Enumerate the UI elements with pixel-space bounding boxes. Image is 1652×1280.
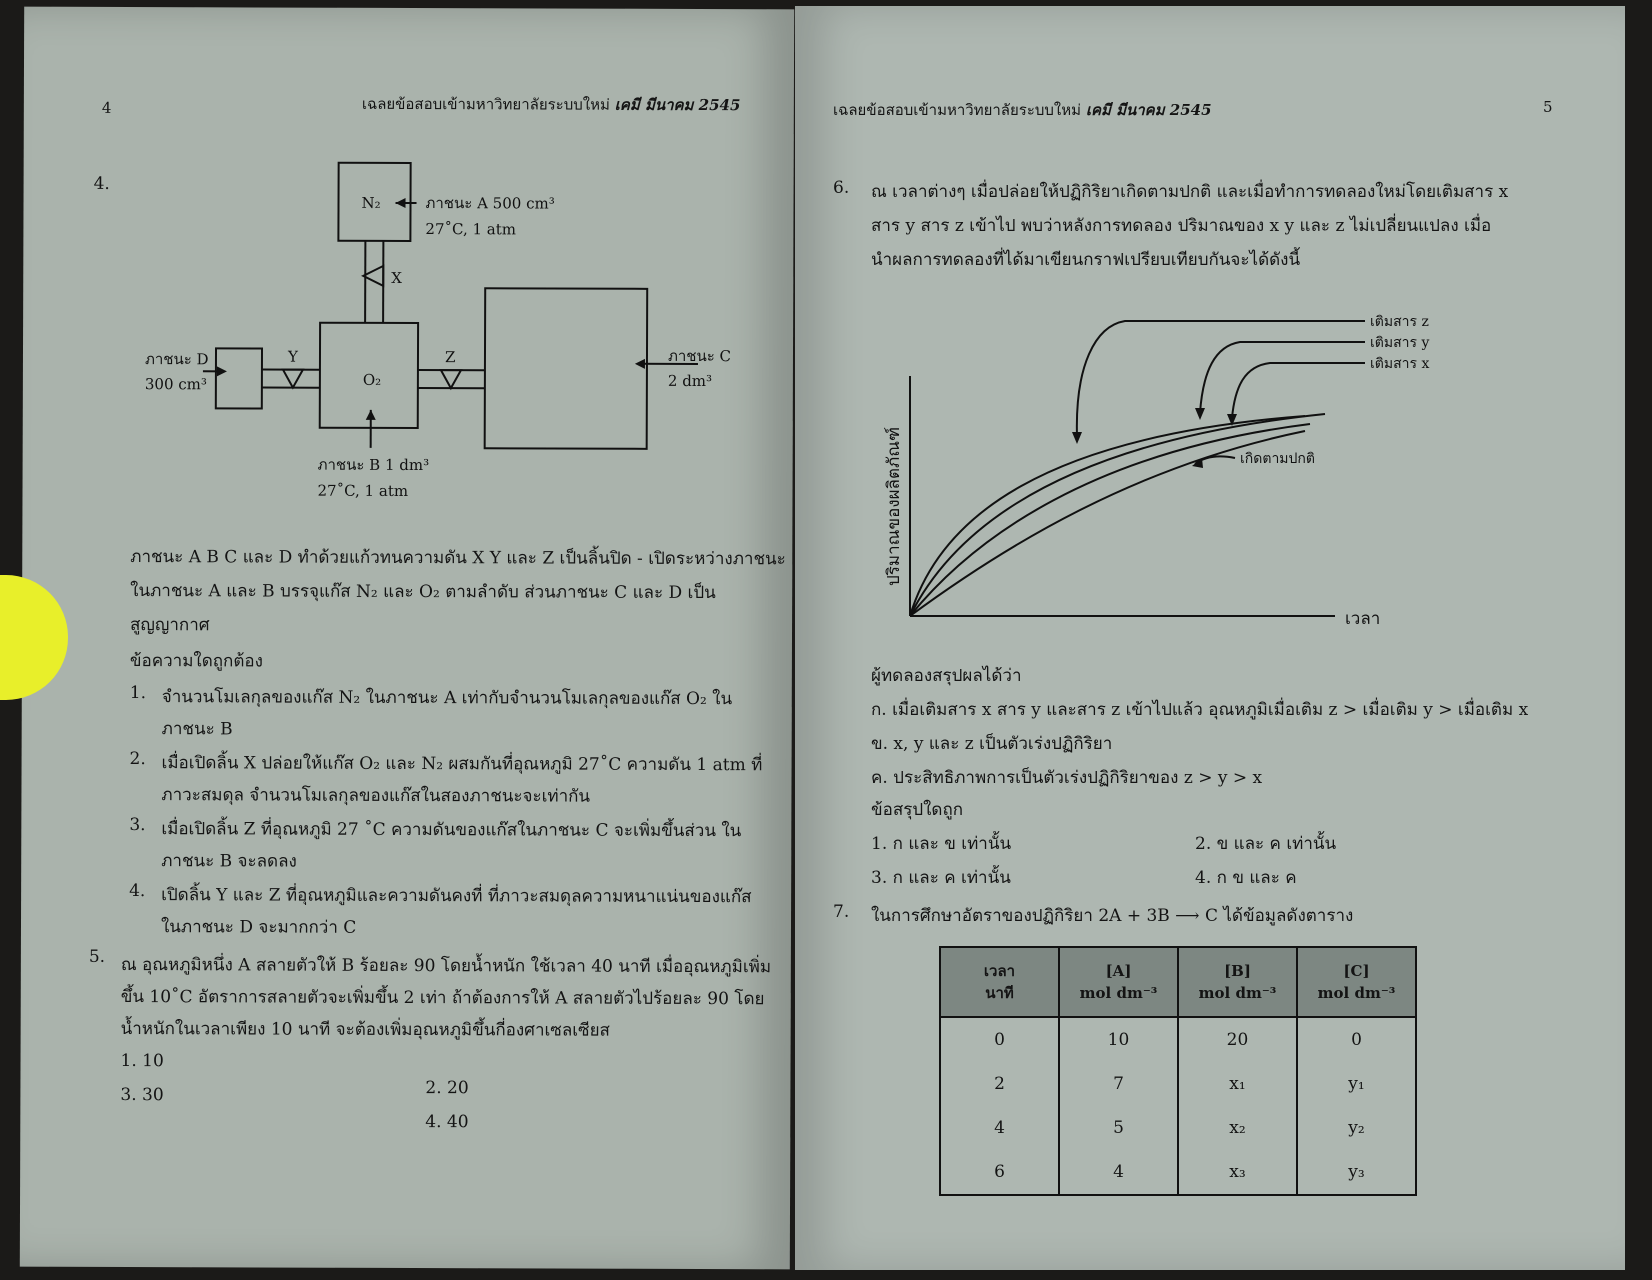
q6-statement-kha: ข. x, y และ z เป็นตัวเร่งปฏิกิริยา bbox=[871, 734, 1113, 754]
right-page bbox=[795, 6, 1625, 1270]
q4-choice2-line2: ภาวะสมดุล จำนวนโมเลกุลของแก๊สในสองภาชนะจะเท่ากัน bbox=[161, 785, 591, 807]
table-header-cell bbox=[1178, 947, 1297, 1017]
q6-line3: นำผลการทดลองที่ได้มาเขียนกราฟเปรียบเทียบกันจะได้ดังนี้ bbox=[871, 250, 1301, 270]
table-cell: 5 bbox=[1059, 1106, 1178, 1150]
q5-line1: ณ อุณหภูมิหนึ่ง A สลายตัวให้ B ร้อยละ 90 โดยน้ำหนัก ใช้เวลา 40 นาที เมื่ออุณหภูมิเพิ่ม bbox=[120, 955, 772, 978]
x-axis-label: เวลา bbox=[1345, 609, 1381, 626]
q5-line2: ขึ้น 10˚C อัตราการสลายตัวจะเพิ่มขึ้น 2 เท่า ถ้าต้องการให้ A สลายตัวไปร้อยละ 90 โดย bbox=[120, 987, 765, 1010]
valve-x-label: X bbox=[391, 268, 402, 287]
vessel-d-volume: 300 cm³ bbox=[144, 375, 207, 394]
choice-number: 1. bbox=[129, 683, 147, 704]
vessel-d-label: ภาชนะ D bbox=[144, 350, 209, 369]
question-number: 7. bbox=[833, 902, 850, 922]
table-row bbox=[940, 1150, 1416, 1195]
question-number: 4. bbox=[93, 173, 110, 194]
q6-choice1: 1. ก และ ข เท่านั้น bbox=[871, 834, 1012, 854]
table-cell: 7 bbox=[1059, 1062, 1178, 1106]
q6-line1: ณ เวลาต่างๆ เมื่อปล่อยให้ปฏิกิริยาเกิดตามปกติ และเมื่อทำการทดลองใหม่โดยเติมสาร x bbox=[871, 182, 1509, 202]
curve-label-normal: เกิดตามปกติ bbox=[1240, 451, 1315, 467]
q6-statement-ka: ก. เมื่อเติมสาร x สาร y และสาร z เข้าไปแล้ว อุณหภูมิเมื่อเติม z > เมื่อเติม y > เมื่อเติม x bbox=[871, 700, 1529, 720]
header-text: เฉลยข้อสอบเข้ามหาวิทยาลัยระบบใหม่ bbox=[361, 94, 610, 114]
left-page bbox=[20, 7, 794, 1270]
table-cell: 0 bbox=[940, 1017, 1059, 1062]
q4-choice4-line1: เปิดลิ้น Y และ Z ที่อุณหภูมิและความดันคงที่ ที่ภาวะสมดุลความหนาแน่นของแก๊ส bbox=[161, 885, 752, 908]
gas-vessel-diagram bbox=[132, 147, 753, 509]
valve-y-label: Y bbox=[287, 347, 298, 366]
q4-choice3-line2: ภาชนะ B จะลดลง bbox=[161, 851, 297, 872]
q6-statement-kho: ค. ประสิทธิภาพการเป็นตัวเร่งปฏิกิริยาของ z > y > x bbox=[871, 768, 1263, 788]
table-cell: y₃ bbox=[1297, 1150, 1416, 1195]
q6-choice3: 3. ก และ ค เท่านั้น bbox=[871, 868, 1011, 888]
table-cell: 0 bbox=[1297, 1017, 1416, 1062]
q6-prompt: ข้อสรุปใดถูก bbox=[871, 800, 964, 820]
curve-label-z: เติมสาร z bbox=[1370, 314, 1429, 330]
q4-prompt: ข้อความใดถูกต้อง bbox=[129, 651, 263, 672]
header-subject: เคมี มีนาคม 2545 bbox=[1085, 101, 1212, 119]
vessel-a-conditions: 27˚C, 1 atm bbox=[425, 220, 517, 239]
table-header-cell bbox=[1297, 947, 1416, 1017]
header-unit: นาที bbox=[985, 984, 1014, 1002]
reaction-graph bbox=[865, 286, 1565, 626]
header-label: [C] bbox=[1343, 962, 1370, 980]
header-label: [B] bbox=[1224, 962, 1251, 980]
q4-stem-line2: ในภาชนะ A และ B บรรจุแก๊ส N₂ และ O₂ ตามลำดับ ส่วนภาชนะ C และ D เป็น bbox=[130, 581, 716, 604]
header-label: [A] bbox=[1105, 962, 1132, 980]
vessel-c-label: ภาชนะ C bbox=[667, 346, 732, 366]
vessel-a-label: ภาชนะ A 500 cm³ bbox=[425, 194, 555, 213]
header-unit: mol dm⁻³ bbox=[1317, 984, 1396, 1002]
table-header-cell bbox=[940, 947, 1059, 1017]
table-cell: y₁ bbox=[1297, 1062, 1416, 1106]
table-row bbox=[940, 1062, 1416, 1106]
q5-choice2: 2. 20 bbox=[425, 1078, 469, 1099]
header-label: เวลา bbox=[983, 962, 1016, 980]
q5-choice3: 3. 30 bbox=[120, 1085, 164, 1106]
q6-line2: สาร y สาร z เข้าไป พบว่าหลังการทดลอง ปริมาณของ x y และ z ไม่เปลี่ยนแปลง เมื่อ bbox=[871, 216, 1492, 236]
q6-choice2: 2. ข และ ค เท่านั้น bbox=[1195, 834, 1337, 854]
table-cell: x₃ bbox=[1178, 1150, 1297, 1195]
running-header bbox=[833, 98, 1212, 122]
concentration-table bbox=[939, 946, 1417, 1196]
q4-choice1-line1: จำนวนโมเลกุลของแก๊ส N₂ ในภาชนะ A เท่ากับจำนวนโมเลกุลของแก๊ส O₂ ใน bbox=[161, 687, 733, 710]
table-cell: x₁ bbox=[1178, 1062, 1297, 1106]
vessel-b-label: ภาชนะ B 1 dm³ bbox=[317, 455, 430, 475]
q4-choice1-line2: ภาชนะ B bbox=[161, 719, 233, 740]
header-subject: เคมี มีนาคม 2545 bbox=[614, 95, 741, 115]
q5-choice1: 1. 10 bbox=[120, 1051, 164, 1072]
question-number: 6. bbox=[833, 178, 850, 198]
curve-label-x: เติมสาร x bbox=[1370, 356, 1430, 372]
table-cell: 2 bbox=[940, 1062, 1059, 1106]
y-axis-label: ปริมาณของผลิตภัณฑ์ bbox=[884, 426, 904, 586]
header-unit: mol dm⁻³ bbox=[1198, 984, 1277, 1002]
table-header-row bbox=[940, 947, 1416, 1017]
o2-label: O₂ bbox=[362, 370, 382, 389]
table-row bbox=[940, 1017, 1416, 1062]
running-header bbox=[362, 92, 741, 117]
table-header-cell bbox=[1059, 947, 1178, 1017]
q4-stem-line3: สูญญากาศ bbox=[130, 615, 210, 636]
q7-line1: ในการศึกษาอัตราของปฏิกิริยา 2A + 3B ⟶ C ได้ข้อมูลดังตาราง bbox=[871, 906, 1354, 926]
table-cell: y₂ bbox=[1297, 1106, 1416, 1150]
table-row bbox=[940, 1106, 1416, 1150]
q6-choice4: 4. ก ข และ ค bbox=[1195, 868, 1297, 888]
choice-number: 2. bbox=[129, 749, 146, 770]
valve-z-label: Z bbox=[444, 348, 456, 367]
header-text: เฉลยข้อสอบเข้ามหาวิทยาลัยระบบใหม่ bbox=[833, 101, 1082, 119]
curve-label-y: เติมสาร y bbox=[1370, 335, 1430, 351]
choice-number: 4. bbox=[129, 881, 146, 902]
page-number: 4 bbox=[101, 98, 112, 117]
header-unit: mol dm⁻³ bbox=[1079, 984, 1158, 1002]
choice-number: 3. bbox=[129, 815, 146, 836]
table-cell: 10 bbox=[1059, 1017, 1178, 1062]
q5-line3: น้ำหนักในเวลาเพียง 10 นาที จะต้องเพิ่มอุณหภูมิขึ้นกี่องศาเซลเซียส bbox=[120, 1019, 610, 1041]
vessel-b-conditions: 27˚C, 1 atm bbox=[317, 481, 409, 501]
question-number: 5. bbox=[88, 946, 106, 967]
table-cell: 4 bbox=[1059, 1150, 1178, 1195]
q4-stem-line1: ภาชนะ A B C และ D ทำด้วยแก้วทนความดัน X Y และ Z เป็นลิ้นปิด - เปิดระหว่างภาชนะ bbox=[130, 547, 786, 570]
q4-choice2-line1: เมื่อเปิดลิ้น X ปล่อยให้แก๊ส O₂ และ N₂ ผสมกันที่อุณหภูมิ 27˚C ความดัน 1 atm ที่ bbox=[161, 753, 763, 776]
q5-choice4: 4. 40 bbox=[425, 1112, 469, 1133]
vessel-c-volume: 2 dm³ bbox=[667, 371, 713, 391]
q4-choice3-line1: เมื่อเปิดลิ้น Z ที่อุณหภูมิ 27 ˚C ความดันของแก๊สในภาชนะ C จะเพิ่มขึ้นส่วน ใน bbox=[161, 819, 742, 842]
q4-choice4-line2: ในภาชนะ D จะมากกว่า C bbox=[160, 917, 357, 938]
n2-label: N₂ bbox=[361, 193, 381, 212]
table-cell: 6 bbox=[940, 1150, 1059, 1195]
page-number: 5 bbox=[1543, 98, 1553, 116]
table-cell: x₂ bbox=[1178, 1106, 1297, 1150]
table-cell: 4 bbox=[940, 1106, 1059, 1150]
table-cell: 20 bbox=[1178, 1017, 1297, 1062]
q6-conclusion-intro: ผู้ทดลองสรุปผลได้ว่า bbox=[871, 666, 1022, 686]
